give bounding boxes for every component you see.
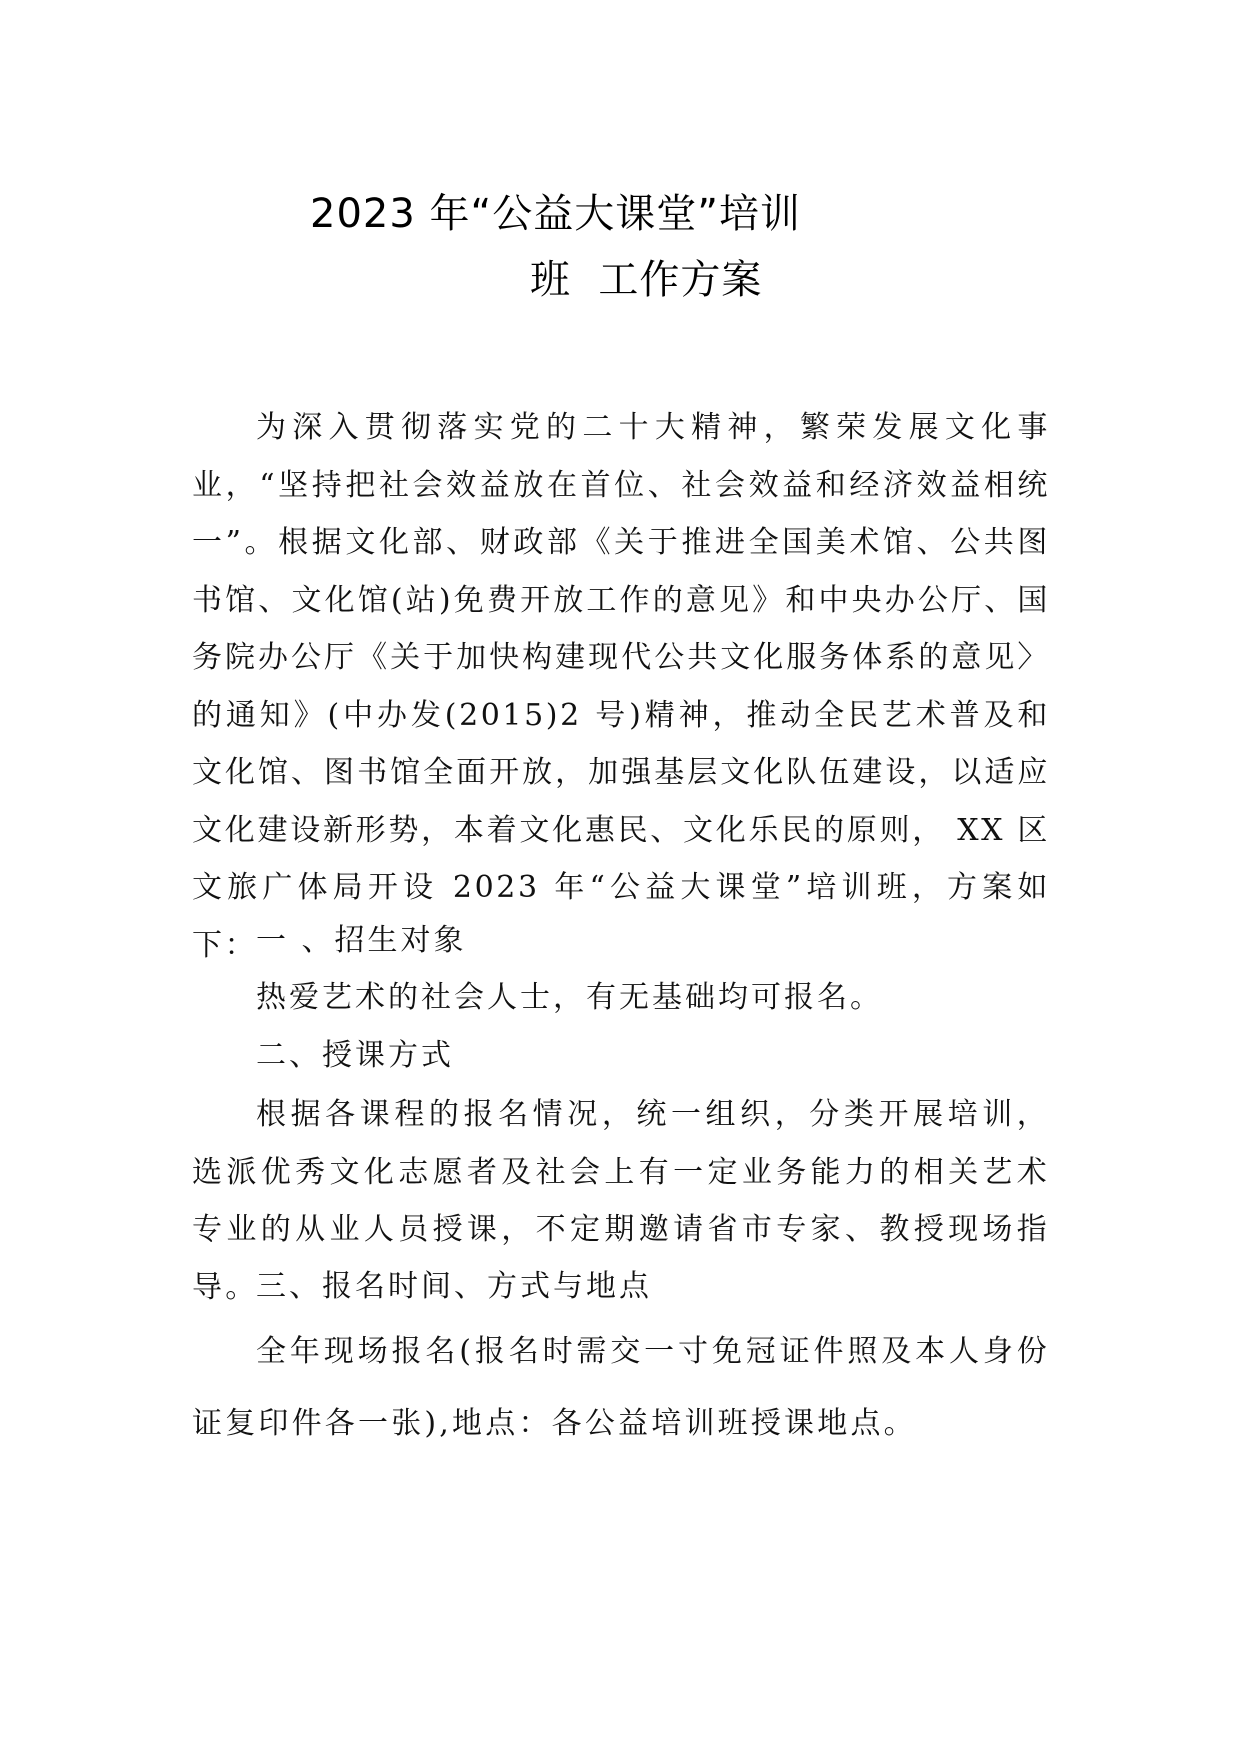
section-content-teaching-method: 根据各课程的报名情况，统一组织，分类开展培训，选派优秀文化志愿者及社会上有一定业务能力的相关艺术专业的从业人员授课，不定期邀请省市专家、教授现场指导。 xyxy=(192,1097,1050,1305)
document-title-line-1: 2023 年“公益大课堂”培训 xyxy=(310,191,801,237)
section-heading-enrollment: 一 、招生对象 xyxy=(256,923,467,958)
section-heading-registration: 三、报名时间、方式与地点 xyxy=(256,1269,652,1304)
section-content-enrollment: 热爱艺术的社会人士，有无基础均可报名。 xyxy=(256,980,883,1015)
section-content-registration: 全年现场报名(报名时需交一寸免冠证件照及本人身份证复印件各一张),地点：各公益培训班授课地点。 xyxy=(192,1334,1050,1441)
document-title-line-2: 班 工作方案 xyxy=(530,257,763,303)
section-heading-teaching-method: 二、授课方式 xyxy=(256,1038,454,1073)
intro-paragraph: 为深入贯彻落实党的二十大精神，繁荣发展文化事业，“坚持把社会效益放在首位、社会效益和经济效益相统一”。根据文化部、财政部《关于推进全国美术馆、公共图书馆、文化馆(站)免费开放工作的意见》和中央办公厅、国务院办公厅《关于加快构建现代公共文化服务体系的意见〉的通知》(中办发(2015)2 号)精神，推动全民艺术普及和文化馆、图书馆全面开放，加强基层文化队伍建设，以适应文化建设新形势，本着文化惠民、文化乐民的原则， XX 区文旅广体局开设 2023 年“公益大课堂”培训班，方案如下： xyxy=(192,410,1050,963)
